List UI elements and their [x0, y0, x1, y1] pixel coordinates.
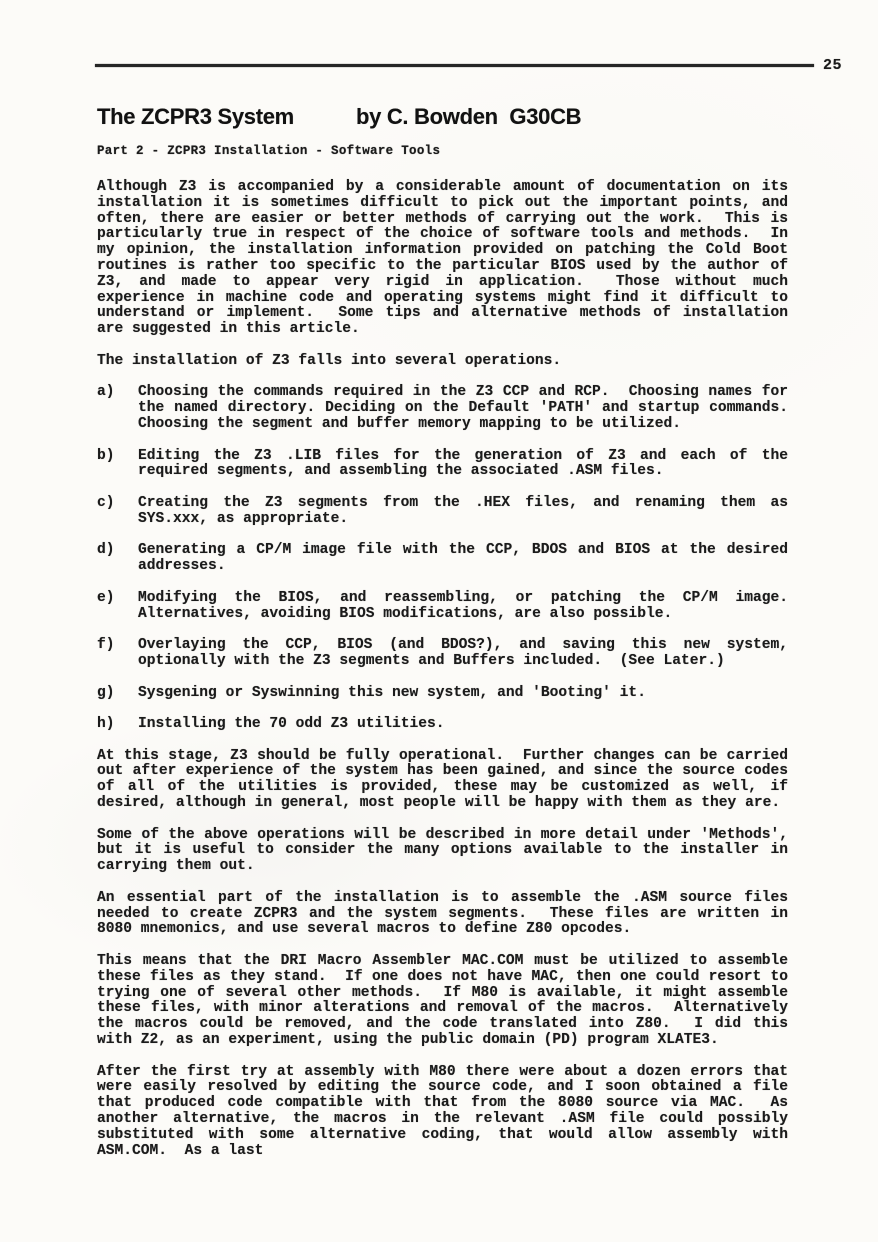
operation-item-c: [97, 494, 797, 528]
header-rule: [95, 64, 814, 67]
article-title: The ZCPR3 System: [97, 104, 294, 129]
title-row: [97, 104, 581, 130]
operation-text: Modifying the BIOS, and reassembling, or patching the CP/M image. Alternatives, avoiding BIOS modifications, are also possible.: [138, 589, 797, 622]
article-body: [97, 179, 797, 1175]
page-header: [95, 58, 842, 73]
intro-paragraph: Although Z3 is accompanied by a considerable amount of documentation on its installation it is sometimes difficult to pick out the important points, and often, there are easier or better methods of carrying out the work. This is particularly true in respect of the choice of software tools and methods. In my opinion, the installation information provided on patching the Cold Boot routines is rather too specific to the particular BIOS used by the author of Z3, and made to appear very rigid in application. Those without much experience in machine code and operating systems might find it difficult to understand or implement. Some tips and alternative methods of installation are suggested in this article.: [97, 179, 797, 338]
operation-text: Generating a CP/M image file with the CCP, BDOS and BIOS at the desired addresses.: [138, 542, 797, 575]
operation-text: Choosing the commands required in the Z3 CCP and RCP. Choosing names for the named directory. Deciding on the Default 'PATH' and startup commands. Choosing the segment and buffer memory mapping to be utilized.: [138, 384, 797, 432]
operation-text: Installing the 70 odd Z3 utilities.: [138, 716, 445, 733]
operation-text: Editing the Z3 .LIB files for the generation of Z3 and each of the required segments, and assembling the associated .ASM files.: [138, 447, 797, 480]
operation-label: a): [97, 384, 115, 401]
operation-label: b): [97, 447, 115, 464]
operation-label: g): [97, 684, 115, 701]
operation-item-g: [97, 686, 788, 702]
operation-label: f): [97, 637, 115, 654]
closing-paragraph: This means that the DRI Macro Assembler MAC.COM must be utilized to assemble these files as they stand. If one does not have MAC, then one could resort to trying one of several other methods. If M80 is available, it might assemble these files, with minor alterations and removal of the macros. Alternatively the macros could be removed, and the code translated into Z80. I did this with Z2, as an experiment, using the public domain (PD) program XLATE3.: [97, 953, 797, 1049]
operation-item-d: [97, 542, 797, 575]
operation-item-f: [97, 637, 797, 670]
operations-lead-paragraph: The installation of Z3 falls into several operations.: [97, 352, 562, 369]
operation-label: c): [97, 494, 115, 511]
operation-label: h): [97, 716, 115, 733]
operation-text: Sysgening or Syswinning this new system, and 'Booting' it.: [138, 684, 646, 701]
operation-text: Creating the Z3 segments from the .HEX files, and renaming them as SYS.xxx, as appropriate.: [138, 494, 797, 527]
operation-text: Overlaying the CCP, BIOS (and BDOS?), and saving this new system, optionally with the Z3 segments and Buffers included. (See Later.): [138, 637, 797, 669]
closing-paragraph: At this stage, Z3 should be fully operational. Further changes can be carried out after experience of the system has been gained, and since the source codes of all of the utilities is provided, these may be customized as well, if desired, although in general, most people will be happy with them as they are.: [97, 747, 797, 812]
closing-paragraph: An essential part of the installation is to assemble the .ASM source files needed to create ZCPR3 and the system segments. These files are written in 8080 mnemonics, and use several macros to define Z80 opcodes.: [97, 889, 797, 938]
part-heading: Part 2 - ZCPR3 Installation - Software Tools: [97, 144, 441, 158]
operation-item-b: [97, 447, 797, 481]
operation-item-h: [97, 717, 788, 733]
operations-list: [97, 384, 797, 733]
operation-label: e): [97, 589, 115, 606]
article-byline: by C. Bowden G30CB: [355, 104, 582, 129]
closing-paragraph: After the first try at assembly with M80 there were about a dozen errors that were easily resolved by editing the source code, and I soon obtained a file that produced code compatible with that from the 8080 source via MAC. As another alternative, the macros in the relevant .ASM file could possibly substituted with some alternative coding, that would allow assembly with ASM.COM. As a last: [97, 1063, 797, 1159]
page-number: 25: [822, 57, 842, 74]
closing-paragraph: Some of the above operations will be described in more detail under 'Methods', but it is useful to consider the many options available to the installer in carrying them out.: [97, 826, 797, 875]
operation-item-e: [97, 589, 797, 623]
operation-label: d): [97, 542, 115, 559]
operation-item-a: [97, 384, 797, 432]
